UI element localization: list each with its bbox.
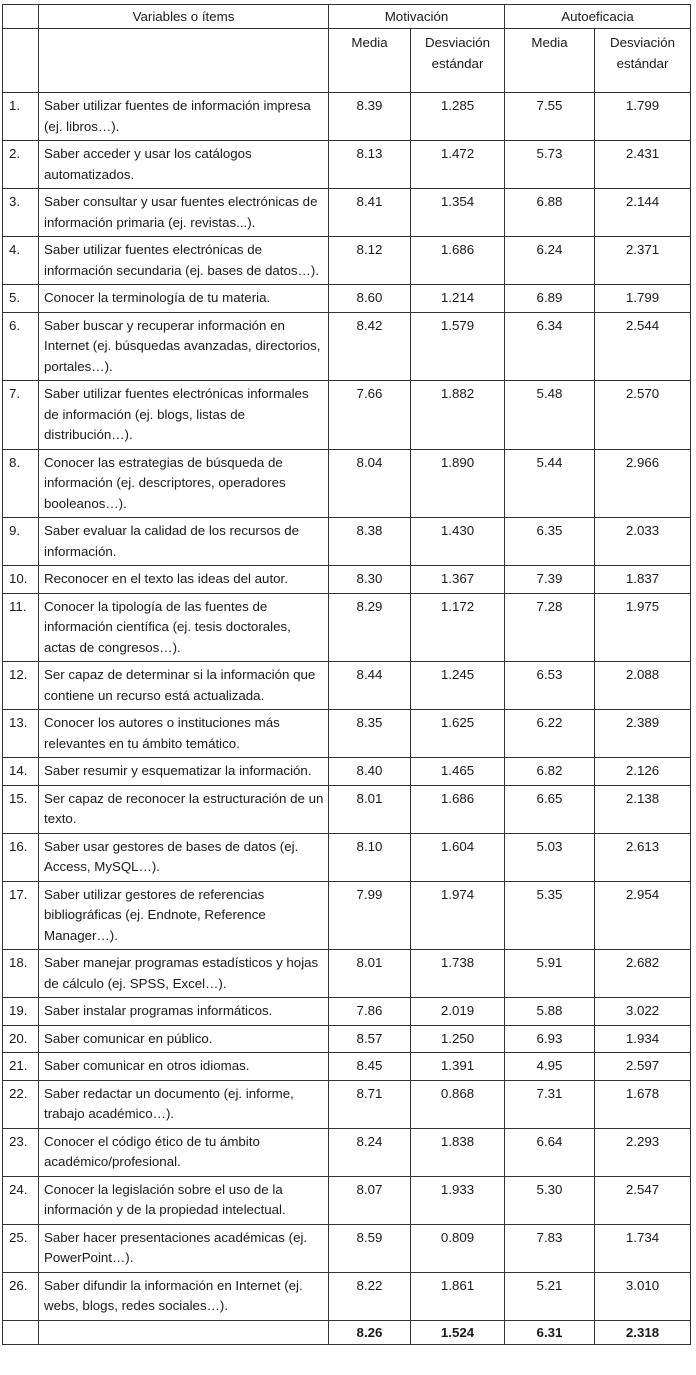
total-motivacion-media: 8.26 — [329, 1320, 411, 1344]
table-row — [3, 1272, 691, 1320]
row-motivacion-media: 8.44 — [329, 662, 411, 710]
row-motivacion-media: 8.71 — [329, 1080, 411, 1128]
row-motivacion-desviacion: 1.245 — [411, 662, 505, 710]
row-autoeficacia-desviacion: 3.010 — [595, 1272, 691, 1320]
row-motivacion-media: 7.86 — [329, 998, 411, 1026]
row-item-text: Saber utilizar fuentes de información impresa (ej. libros…). — [39, 93, 329, 141]
table-body — [3, 93, 691, 1321]
table-row — [3, 518, 691, 566]
header-autoeficacia-desviacion: Desviación estándar — [595, 29, 691, 93]
table-row — [3, 1080, 691, 1128]
row-autoeficacia-desviacion: 2.293 — [595, 1128, 691, 1176]
row-autoeficacia-media: 5.21 — [505, 1272, 595, 1320]
header-blank — [3, 29, 39, 93]
row-autoeficacia-media: 6.93 — [505, 1025, 595, 1053]
total-autoeficacia-desviacion: 2.318 — [595, 1320, 691, 1344]
row-motivacion-media: 8.29 — [329, 593, 411, 662]
row-motivacion-media: 8.01 — [329, 785, 411, 833]
row-motivacion-desviacion: 0.868 — [411, 1080, 505, 1128]
table-row — [3, 1025, 691, 1053]
table-row — [3, 237, 691, 285]
table-row — [3, 1176, 691, 1224]
row-motivacion-desviacion: 1.391 — [411, 1053, 505, 1081]
table-row — [3, 785, 691, 833]
table-row — [3, 1128, 691, 1176]
header-motivacion: Motivación — [329, 5, 505, 29]
row-item-text: Ser capaz de reconocer la estructuración de un texto. — [39, 785, 329, 833]
table-row — [3, 833, 691, 881]
table-row — [3, 566, 691, 594]
row-autoeficacia-media: 6.24 — [505, 237, 595, 285]
row-motivacion-media: 8.24 — [329, 1128, 411, 1176]
table-row — [3, 950, 691, 998]
row-motivacion-media: 8.39 — [329, 93, 411, 141]
row-item-text: Saber buscar y recuperar información en Internet (ej. búsquedas avanzadas, directorios, portales…). — [39, 312, 329, 381]
table-row — [3, 312, 691, 381]
row-number: 5. — [3, 285, 39, 313]
row-number: 20. — [3, 1025, 39, 1053]
row-autoeficacia-desviacion: 2.126 — [595, 758, 691, 786]
row-motivacion-media: 8.59 — [329, 1224, 411, 1272]
row-motivacion-desviacion: 1.890 — [411, 449, 505, 518]
table-row — [3, 1053, 691, 1081]
row-autoeficacia-media: 5.91 — [505, 950, 595, 998]
row-motivacion-desviacion: 1.933 — [411, 1176, 505, 1224]
row-autoeficacia-desviacion: 2.389 — [595, 710, 691, 758]
row-autoeficacia-desviacion: 2.954 — [595, 881, 691, 950]
row-number: 6. — [3, 312, 39, 381]
row-autoeficacia-media: 6.53 — [505, 662, 595, 710]
row-number: 21. — [3, 1053, 39, 1081]
row-number: 22. — [3, 1080, 39, 1128]
row-motivacion-desviacion: 1.172 — [411, 593, 505, 662]
row-motivacion-desviacion: 1.882 — [411, 381, 505, 450]
row-autoeficacia-desviacion: 3.022 — [595, 998, 691, 1026]
header-autoeficacia: Autoeficacia — [505, 5, 691, 29]
row-motivacion-desviacion: 1.354 — [411, 189, 505, 237]
row-autoeficacia-desviacion: 2.431 — [595, 141, 691, 189]
row-motivacion-desviacion: 1.686 — [411, 237, 505, 285]
row-motivacion-media: 8.41 — [329, 189, 411, 237]
table-row — [3, 710, 691, 758]
table-row — [3, 881, 691, 950]
row-motivacion-desviacion: 1.285 — [411, 93, 505, 141]
row-motivacion-desviacion: 1.367 — [411, 566, 505, 594]
row-autoeficacia-media: 7.28 — [505, 593, 595, 662]
row-autoeficacia-desviacion: 1.975 — [595, 593, 691, 662]
table-row — [3, 93, 691, 141]
row-autoeficacia-desviacion: 2.570 — [595, 381, 691, 450]
row-autoeficacia-desviacion: 1.799 — [595, 93, 691, 141]
row-motivacion-media: 8.22 — [329, 1272, 411, 1320]
row-item-text: Conocer los autores o instituciones más relevantes en tu ámbito temático. — [39, 710, 329, 758]
row-motivacion-desviacion: 1.250 — [411, 1025, 505, 1053]
row-autoeficacia-media: 7.55 — [505, 93, 595, 141]
row-motivacion-desviacion: 1.604 — [411, 833, 505, 881]
row-motivacion-media: 8.60 — [329, 285, 411, 313]
row-number: 1. — [3, 93, 39, 141]
total-motivacion-desviacion: 1.524 — [411, 1320, 505, 1344]
row-autoeficacia-desviacion: 2.966 — [595, 449, 691, 518]
row-item-text: Saber evaluar la calidad de los recursos de información. — [39, 518, 329, 566]
row-number: 10. — [3, 566, 39, 594]
row-autoeficacia-desviacion: 2.547 — [595, 1176, 691, 1224]
row-autoeficacia-media: 6.64 — [505, 1128, 595, 1176]
row-number: 15. — [3, 785, 39, 833]
totals-blank — [3, 1320, 39, 1344]
header-row-stats — [3, 29, 691, 93]
row-autoeficacia-media: 7.31 — [505, 1080, 595, 1128]
row-autoeficacia-media: 5.03 — [505, 833, 595, 881]
row-item-text: Saber redactar un documento (ej. informe, trabajo académico…). — [39, 1080, 329, 1128]
row-motivacion-desviacion: 1.838 — [411, 1128, 505, 1176]
row-motivacion-desviacion: 1.430 — [411, 518, 505, 566]
header-motivacion-media: Media — [329, 29, 411, 93]
row-autoeficacia-desviacion: 1.799 — [595, 285, 691, 313]
table-row — [3, 998, 691, 1026]
row-autoeficacia-media: 6.88 — [505, 189, 595, 237]
row-number: 26. — [3, 1272, 39, 1320]
row-motivacion-media: 8.10 — [329, 833, 411, 881]
row-autoeficacia-desviacion: 2.544 — [595, 312, 691, 381]
row-item-text: Conocer la legislación sobre el uso de la información y de la propiedad intelectual. — [39, 1176, 329, 1224]
row-item-text: Saber consultar y usar fuentes electrónicas de información primaria (ej. revistas...). — [39, 189, 329, 237]
row-motivacion-media: 8.35 — [329, 710, 411, 758]
row-motivacion-media: 8.40 — [329, 758, 411, 786]
row-number: 13. — [3, 710, 39, 758]
row-item-text: Saber difundir la información en Internet (ej. webs, blogs, redes sociales…). — [39, 1272, 329, 1320]
row-motivacion-media: 8.30 — [329, 566, 411, 594]
row-motivacion-desviacion: 1.861 — [411, 1272, 505, 1320]
header-variables: Variables o ítems — [39, 5, 329, 29]
row-motivacion-media: 8.45 — [329, 1053, 411, 1081]
row-autoeficacia-media: 6.89 — [505, 285, 595, 313]
total-autoeficacia-media: 6.31 — [505, 1320, 595, 1344]
row-number: 4. — [3, 237, 39, 285]
row-autoeficacia-media: 5.30 — [505, 1176, 595, 1224]
table-row — [3, 189, 691, 237]
row-item-text: Saber utilizar fuentes electrónicas de información secundaria (ej. bases de datos…). — [39, 237, 329, 285]
row-item-text: Ser capaz de determinar si la información que contiene un recurso está actualizada. — [39, 662, 329, 710]
row-autoeficacia-desviacion: 2.138 — [595, 785, 691, 833]
row-motivacion-desviacion: 1.465 — [411, 758, 505, 786]
row-item-text: Saber acceder y usar los catálogos automatizados. — [39, 141, 329, 189]
row-motivacion-media: 8.42 — [329, 312, 411, 381]
row-autoeficacia-desviacion: 2.144 — [595, 189, 691, 237]
row-autoeficacia-desviacion: 2.088 — [595, 662, 691, 710]
row-autoeficacia-desviacion: 2.597 — [595, 1053, 691, 1081]
header-motivacion-desviacion: Desviación estándar — [411, 29, 505, 93]
row-number: 24. — [3, 1176, 39, 1224]
table-row — [3, 141, 691, 189]
row-motivacion-desviacion: 1.738 — [411, 950, 505, 998]
row-item-text: Reconocer en el texto las ideas del autor. — [39, 566, 329, 594]
row-autoeficacia-media: 7.83 — [505, 1224, 595, 1272]
row-motivacion-media: 8.57 — [329, 1025, 411, 1053]
row-item-text: Conocer la terminología de tu materia. — [39, 285, 329, 313]
row-motivacion-desviacion: 2.019 — [411, 998, 505, 1026]
row-item-text: Saber comunicar en otros idiomas. — [39, 1053, 329, 1081]
row-autoeficacia-media: 5.48 — [505, 381, 595, 450]
header-autoeficacia-media: Media — [505, 29, 595, 93]
table-row — [3, 758, 691, 786]
header-row-groups — [3, 5, 691, 29]
row-item-text: Saber hacer presentaciones académicas (ej. PowerPoint…). — [39, 1224, 329, 1272]
row-item-text: Saber utilizar gestores de referencias bibliográficas (ej. Endnote, Reference Manager…). — [39, 881, 329, 950]
row-number: 12. — [3, 662, 39, 710]
row-number: 16. — [3, 833, 39, 881]
row-motivacion-media: 7.66 — [329, 381, 411, 450]
row-item-text: Saber instalar programas informáticos. — [39, 998, 329, 1026]
row-number: 23. — [3, 1128, 39, 1176]
row-motivacion-media: 8.01 — [329, 950, 411, 998]
row-motivacion-desviacion: 1.472 — [411, 141, 505, 189]
row-number: 18. — [3, 950, 39, 998]
row-motivacion-desviacion: 1.579 — [411, 312, 505, 381]
row-motivacion-media: 7.99 — [329, 881, 411, 950]
row-number: 19. — [3, 998, 39, 1026]
row-item-text: Saber utilizar fuentes electrónicas informales de información (ej. blogs, listas de distribución…). — [39, 381, 329, 450]
row-motivacion-desviacion: 0.809 — [411, 1224, 505, 1272]
row-autoeficacia-media: 7.39 — [505, 566, 595, 594]
row-motivacion-media: 8.12 — [329, 237, 411, 285]
table-row — [3, 662, 691, 710]
row-autoeficacia-media: 6.65 — [505, 785, 595, 833]
row-number: 7. — [3, 381, 39, 450]
row-autoeficacia-media: 6.82 — [505, 758, 595, 786]
row-autoeficacia-desviacion: 1.934 — [595, 1025, 691, 1053]
row-autoeficacia-desviacion: 1.734 — [595, 1224, 691, 1272]
row-autoeficacia-desviacion: 2.371 — [595, 237, 691, 285]
data-table — [2, 4, 691, 1345]
row-autoeficacia-media: 5.73 — [505, 141, 595, 189]
row-autoeficacia-media: 6.35 — [505, 518, 595, 566]
row-motivacion-desviacion: 1.625 — [411, 710, 505, 758]
row-number: 9. — [3, 518, 39, 566]
table-row — [3, 381, 691, 450]
row-motivacion-desviacion: 1.214 — [411, 285, 505, 313]
row-number: 3. — [3, 189, 39, 237]
row-autoeficacia-desviacion: 2.613 — [595, 833, 691, 881]
table-row — [3, 285, 691, 313]
row-autoeficacia-desviacion: 1.678 — [595, 1080, 691, 1128]
totals-row — [3, 1320, 691, 1344]
row-motivacion-media: 8.38 — [329, 518, 411, 566]
row-autoeficacia-desviacion: 2.033 — [595, 518, 691, 566]
totals-blank — [39, 1320, 329, 1344]
row-item-text: Saber resumir y esquematizar la información. — [39, 758, 329, 786]
row-item-text: Saber comunicar en público. — [39, 1025, 329, 1053]
row-number: 14. — [3, 758, 39, 786]
row-motivacion-media: 8.07 — [329, 1176, 411, 1224]
row-item-text: Saber usar gestores de bases de datos (ej. Access, MySQL…). — [39, 833, 329, 881]
row-motivacion-media: 8.13 — [329, 141, 411, 189]
row-number: 11. — [3, 593, 39, 662]
row-number: 2. — [3, 141, 39, 189]
table-row — [3, 449, 691, 518]
row-autoeficacia-desviacion: 1.837 — [595, 566, 691, 594]
table-row — [3, 593, 691, 662]
row-item-text: Conocer las estrategias de búsqueda de información (ej. descriptores, operadores booleanos…). — [39, 449, 329, 518]
row-number: 25. — [3, 1224, 39, 1272]
row-item-text: Conocer el código ético de tu ámbito académico/profesional. — [39, 1128, 329, 1176]
row-autoeficacia-media: 4.95 — [505, 1053, 595, 1081]
row-autoeficacia-media: 6.22 — [505, 710, 595, 758]
table-row — [3, 1224, 691, 1272]
row-autoeficacia-media: 5.88 — [505, 998, 595, 1026]
row-item-text: Saber manejar programas estadísticos y hojas de cálculo (ej. SPSS, Excel…). — [39, 950, 329, 998]
row-number: 8. — [3, 449, 39, 518]
row-motivacion-desviacion: 1.974 — [411, 881, 505, 950]
header-blank — [39, 29, 329, 93]
row-motivacion-media: 8.04 — [329, 449, 411, 518]
row-autoeficacia-media: 5.35 — [505, 881, 595, 950]
row-autoeficacia-media: 5.44 — [505, 449, 595, 518]
row-autoeficacia-media: 6.34 — [505, 312, 595, 381]
row-motivacion-desviacion: 1.686 — [411, 785, 505, 833]
header-blank — [3, 5, 39, 29]
row-number: 17. — [3, 881, 39, 950]
row-autoeficacia-desviacion: 2.682 — [595, 950, 691, 998]
row-item-text: Conocer la tipología de las fuentes de información científica (ej. tesis doctorales, actas de congresos…). — [39, 593, 329, 662]
